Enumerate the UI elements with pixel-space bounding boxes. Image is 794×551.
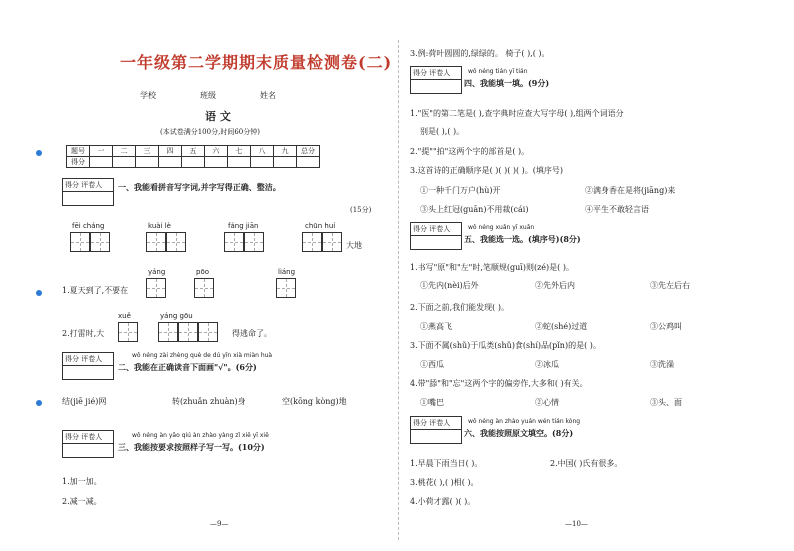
- option[interactable]: ①西瓜: [420, 360, 444, 369]
- option[interactable]: ②冰瓜: [535, 360, 559, 369]
- question-3: 3.这首诗的正确顺序是( )( )( )( )。(填序号): [410, 166, 564, 175]
- pinyin-label: xuě: [118, 312, 131, 320]
- question-1-cont: 别是( ),( )。: [420, 127, 465, 136]
- section4-pinyin: wǒ néng tián yī tián: [468, 68, 528, 75]
- reading-item: 空(kōng kòng)地: [282, 397, 347, 406]
- page-divider: [398, 40, 399, 540]
- question-2: 2."提""拍"这两个字的部首是( )。: [410, 147, 530, 156]
- page-number: —10—: [565, 520, 588, 528]
- section2-title: 二、我能在正确读音下面画"√"。(6分): [118, 362, 257, 372]
- question-4: 4.带"舔"和"忘"这两个字的偏旁作,大多和( )有关。: [410, 379, 588, 388]
- section1-title: 一、我能看拼音写字词,并字写得正确、整洁。: [118, 182, 281, 192]
- section5-title: 五、我能选一选。(填序号)(8分): [464, 234, 581, 244]
- question-3: 3.桃花( ),( )相( )。: [410, 478, 479, 487]
- option[interactable]: ③头、面: [650, 398, 682, 407]
- writing-box[interactable]: [90, 232, 110, 252]
- writing-box[interactable]: [276, 278, 296, 298]
- class-label: 班级: [200, 91, 216, 100]
- pinyin-label: pōo: [196, 268, 210, 276]
- question-3: 3.例:荷叶圆圆的,绿绿的。 椅子( ),( )。: [410, 49, 550, 58]
- option[interactable]: ①先内(nèi)后外: [420, 281, 479, 290]
- subject-heading: 语 文: [205, 110, 231, 123]
- pinyin-label: fáng jiān: [228, 222, 259, 230]
- pinyin-label: chūn huí: [305, 222, 336, 230]
- writing-box[interactable]: [166, 232, 186, 252]
- grade-score-row: 得分: [67, 157, 320, 168]
- pinyin-label: fēi cháng: [72, 222, 105, 230]
- pinyin-label: liáng: [278, 268, 296, 276]
- grade-header-row: 题号 一 二 三 四 五 六 七 八 九 总分: [67, 146, 320, 157]
- right-page: [400, 0, 794, 551]
- writing-box[interactable]: [198, 322, 218, 342]
- question-1: 1."医"的第二笔是( ),查字典时应查大写字母( ),组两个词语分: [410, 109, 624, 118]
- binding-hole: [36, 400, 42, 406]
- poem-option: ③头上红冠(guān)不用裁(cái): [420, 205, 529, 214]
- binding-hole: [36, 290, 42, 296]
- scorer-box: 得分 评卷人: [410, 66, 462, 94]
- scorer-box: 得分 评卷人: [62, 178, 114, 206]
- section3-title: 三、我能按要求按照样子写一写。(10分): [118, 442, 265, 452]
- writing-box[interactable]: [146, 232, 166, 252]
- option[interactable]: ②蛇(shé)过道: [535, 322, 588, 331]
- writing-box[interactable]: [118, 322, 138, 342]
- question-2-tail: 得逃命了。: [232, 329, 272, 338]
- poem-option: ①一种千门万户(hù)开: [420, 186, 501, 195]
- question-2: 2.减一减。: [62, 497, 102, 506]
- reading-item: 结(jiē jié)网: [62, 397, 107, 406]
- question-2: 2.中国( )氏有很多。: [550, 459, 623, 468]
- writing-box[interactable]: [70, 232, 90, 252]
- section1-score: (15分): [350, 206, 372, 214]
- question-1: 1.夏天到了,不要在: [62, 286, 129, 295]
- question-1: 1.早晨下雨当日( )。: [410, 459, 483, 468]
- option[interactable]: ③先左后右: [650, 281, 690, 290]
- poem-option: ④平生不敢轻言语: [585, 205, 649, 214]
- exam-note: (本试卷满分100分,时间60分钟): [160, 128, 260, 136]
- section4-title: 四、我能填一填。(9分): [464, 78, 550, 88]
- pinyin-label: yáng gōu: [160, 312, 193, 320]
- option[interactable]: ③洗澡: [650, 360, 674, 369]
- exam-title: 一年级第二学期期末质量检测卷(二): [120, 53, 393, 72]
- writing-box[interactable]: [146, 278, 166, 298]
- question-2: 2.下面之前,我们能发现( )。: [410, 303, 509, 312]
- writing-box[interactable]: [194, 278, 214, 298]
- writing-box[interactable]: [158, 322, 178, 342]
- page-number: —9—: [210, 520, 229, 528]
- writing-box[interactable]: [322, 232, 342, 252]
- section2-pinyin: wǒ néng zài zhèng què de dú yīn xià miàn huà: [132, 352, 273, 359]
- writing-box[interactable]: [302, 232, 322, 252]
- question-4: 4.小荷才露( )( )。: [410, 497, 476, 506]
- question-1: 1.书写"原"和"左"时,笔顺规(guī)则(zé)是( )。: [410, 263, 574, 272]
- grade-table: [66, 145, 320, 168]
- writing-box[interactable]: [244, 232, 264, 252]
- option[interactable]: ②先外后内: [535, 281, 575, 290]
- section3-pinyin: wǒ néng àn yāo qiú àn zhào yàng zǐ xiě yī xiě: [132, 432, 269, 439]
- question-3: 3.下面不属(shǔ)于瓜类(shǔ)食(shí)品(pǐn)的是( )。: [410, 341, 601, 350]
- writing-box[interactable]: [224, 232, 244, 252]
- scorer-box: 得分 评卷人: [410, 416, 462, 444]
- pinyin-label: yáng: [148, 268, 166, 276]
- option[interactable]: ①燕高飞: [420, 322, 452, 331]
- binding-hole: [36, 150, 42, 156]
- tail-text: 大地: [346, 241, 362, 250]
- section5-pinyin: wǒ néng xuǎn yī xuǎn: [468, 224, 535, 231]
- pinyin-label: kuài lè: [148, 222, 171, 230]
- section6-pinyin: wǒ néng àn zhào yuán wén tián kòng: [468, 418, 581, 425]
- question-1: 1.加一加。: [62, 477, 102, 486]
- scorer-box: 得分 评卷人: [62, 352, 114, 380]
- question-2: 2.打雷时,大: [62, 329, 105, 338]
- reading-item: 转(zhuǎn zhuàn)身: [172, 397, 246, 406]
- writing-box[interactable]: [178, 322, 198, 342]
- school-label: 学校: [140, 91, 156, 100]
- scorer-box: 得分 评卷人: [62, 430, 114, 458]
- option[interactable]: ①嘴巴: [420, 398, 444, 407]
- option[interactable]: ②心情: [535, 398, 559, 407]
- section6-title: 六、我能按照原文填空。(8分): [464, 428, 574, 438]
- poem-option: ②满身香在是将(jiāng)来: [585, 186, 676, 195]
- name-label: 姓名: [260, 91, 276, 100]
- scorer-box: 得分 评卷人: [410, 222, 462, 250]
- option[interactable]: ③公鸡叫: [650, 322, 682, 331]
